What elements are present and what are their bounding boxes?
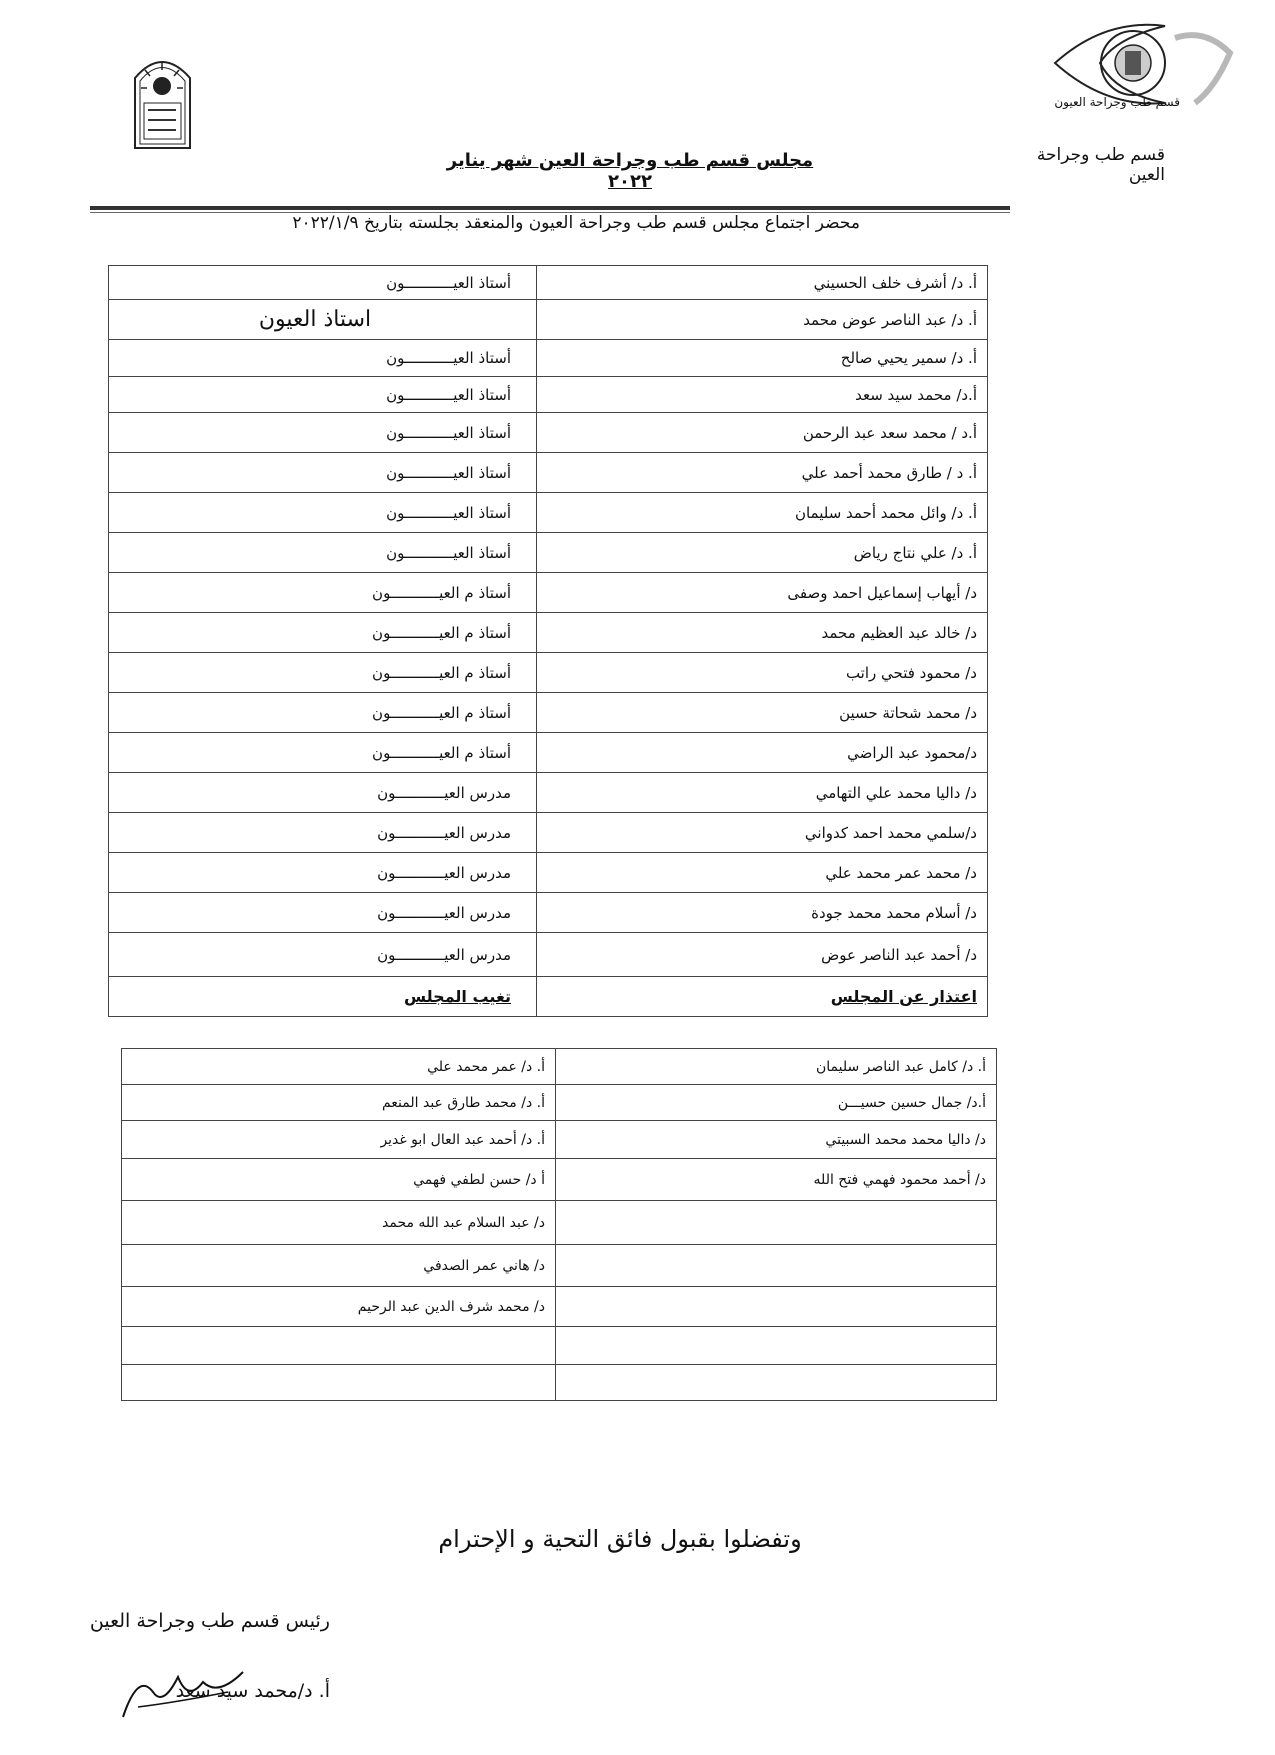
table-row bbox=[122, 1365, 997, 1401]
table-row bbox=[109, 300, 988, 340]
attendee-title: أستاذ م العيـــــــــــون bbox=[109, 733, 537, 773]
absent-name: أ. د/ عمر محمد علي bbox=[122, 1049, 556, 1085]
attendee-name: أ. د/ أشرف خلف الحسيني bbox=[537, 266, 988, 300]
table-row bbox=[109, 853, 988, 893]
absent-name: د/ هاني عمر الصدفي bbox=[122, 1245, 556, 1287]
apology-name bbox=[556, 1327, 997, 1365]
attendee-title: استاذ العيون bbox=[109, 300, 537, 340]
apology-name bbox=[556, 1287, 997, 1327]
attendee-title: أستاذ العيـــــــــــون bbox=[109, 413, 537, 453]
table-row bbox=[109, 693, 988, 733]
attendee-title: أستاذ م العيـــــــــــون bbox=[109, 573, 537, 613]
table-row bbox=[122, 1049, 997, 1085]
attendee-name: د/ أيهاب إسماعيل احمد وصفى bbox=[537, 573, 988, 613]
attendee-name: أ. د/ علي نتاج رياض bbox=[537, 533, 988, 573]
apology-name bbox=[556, 1201, 997, 1245]
attendee-name: د/ محمود فتحي راتب bbox=[537, 653, 988, 693]
absent-name: أ. د/ أحمد عبد العال ابو غدير bbox=[122, 1121, 556, 1159]
attendee-title: مدرس العيـــــــــــون bbox=[109, 893, 537, 933]
table-row bbox=[109, 413, 988, 453]
table-row bbox=[109, 377, 988, 413]
chair-name: أ. د/محمد سيد سعد bbox=[175, 1680, 330, 1702]
table-row bbox=[109, 453, 988, 493]
department-name: قسم طب وجراحة العين bbox=[1036, 145, 1165, 185]
apology-name: أ. د/ كامل عبد الناصر سليمان bbox=[556, 1049, 997, 1085]
attendee-name: أ. د/ عبد الناصر عوض محمد bbox=[537, 300, 988, 340]
table-row bbox=[122, 1287, 997, 1327]
apology-name bbox=[556, 1245, 997, 1287]
table-row bbox=[109, 340, 988, 377]
table-row bbox=[109, 493, 988, 533]
attendee-title: مدرس العيـــــــــــون bbox=[109, 773, 537, 813]
table-row bbox=[109, 893, 988, 933]
apology-name: أ.د/ جمال حسين حسيـــن bbox=[556, 1085, 997, 1121]
absent-name bbox=[122, 1327, 556, 1365]
council-title: مجلس قسم طب وجراحة العين شهر يناير ٢٠٢٢ bbox=[446, 150, 814, 192]
absent-name: أ د/ حسن لطفي فهمي bbox=[122, 1159, 556, 1201]
attendee-title: أستاذ العيـــــــــــون bbox=[109, 453, 537, 493]
apology-name: د/ أحمد محمود فهمي فتح الله bbox=[556, 1159, 997, 1201]
apology-name bbox=[556, 1365, 997, 1401]
table-row bbox=[109, 733, 988, 773]
table-row bbox=[109, 573, 988, 613]
table-row bbox=[109, 653, 988, 693]
attendee-title: أستاذ العيـــــــــــون bbox=[109, 533, 537, 573]
dept-logo-caption: قسم طب وجراحة العيون bbox=[1054, 95, 1180, 109]
apology-name: د/ داليا محمد محمد السبيتي bbox=[556, 1121, 997, 1159]
attendee-name: د/ داليا محمد علي التهامي bbox=[537, 773, 988, 813]
attendee-name: د/محمود عبد الراضي bbox=[537, 733, 988, 773]
minutes-heading: محضر اجتماع مجلس قسم طب وجراحة العيون والمنعقد بجلسته بتاريخ ٢٠٢٢/١/٩ bbox=[292, 213, 860, 233]
attendee-name: د/ أحمد عبد الناصر عوض bbox=[537, 933, 988, 977]
apologies-header-cell bbox=[537, 977, 988, 1017]
table-row bbox=[122, 1159, 997, 1201]
table-row bbox=[109, 813, 988, 853]
closing-remark: وتفضلوا بقبول فائق التحية و الإحترام bbox=[438, 1525, 802, 1553]
table-row bbox=[122, 1085, 997, 1121]
absent-name bbox=[122, 1365, 556, 1401]
attendee-title: أستاذ العيـــــــــــون bbox=[109, 493, 537, 533]
attendee-title: أستاذ م العيـــــــــــون bbox=[109, 653, 537, 693]
table-row bbox=[109, 773, 988, 813]
attendee-title: مدرس العيـــــــــــون bbox=[109, 813, 537, 853]
attendee-name: د/سلمي محمد احمد كدواني bbox=[537, 813, 988, 853]
table-row bbox=[122, 1327, 997, 1365]
absent-header-cell bbox=[109, 977, 537, 1017]
table-row bbox=[122, 1201, 997, 1245]
table-row bbox=[109, 613, 988, 653]
attendance-table bbox=[108, 265, 988, 1017]
attendee-title: أستاذ م العيـــــــــــون bbox=[109, 693, 537, 733]
attendee-name: د/ محمد عمر محمد علي bbox=[537, 853, 988, 893]
attendee-name: د/ خالد عبد العظيم محمد bbox=[537, 613, 988, 653]
attendee-name: أ.د/ محمد سيد سعد bbox=[537, 377, 988, 413]
table-row bbox=[109, 266, 988, 300]
table-row bbox=[122, 1121, 997, 1159]
attendee-title: مدرس العيـــــــــــون bbox=[109, 933, 537, 977]
attendee-name: د/ محمد شحاتة حسين bbox=[537, 693, 988, 733]
university-logo bbox=[130, 48, 195, 153]
apologies-header: اعتذار عن المجلس bbox=[830, 987, 977, 1006]
table-row bbox=[109, 933, 988, 977]
chair-title: رئيس قسم طب وجراحة العين bbox=[89, 1610, 330, 1632]
attendee-title: أستاذ العيـــــــــــون bbox=[109, 266, 537, 300]
absent-header: تغيب المجلس bbox=[404, 987, 511, 1006]
attendee-name: أ. د / طارق محمد أحمد علي bbox=[537, 453, 988, 493]
header-rule bbox=[90, 206, 1010, 210]
absent-name: أ. د/ محمد طارق عبد المنعم bbox=[122, 1085, 556, 1121]
attendee-title: أستاذ العيـــــــــــون bbox=[109, 377, 537, 413]
attendee-title: مدرس العيـــــــــــون bbox=[109, 853, 537, 893]
absence-table bbox=[121, 1048, 997, 1401]
attendee-name: أ.د / محمد سعد عبد الرحمن bbox=[537, 413, 988, 453]
attendee-name: د/ أسلام محمد محمد جودة bbox=[537, 893, 988, 933]
attendee-title: أستاذ العيـــــــــــون bbox=[109, 340, 537, 377]
attendee-name: أ. د/ وائل محمد أحمد سليمان bbox=[537, 493, 988, 533]
table-row bbox=[109, 533, 988, 573]
section-header-row bbox=[109, 977, 988, 1017]
signature bbox=[118, 1662, 248, 1722]
attendee-title: أستاذ م العيـــــــــــون bbox=[109, 613, 537, 653]
absent-name: د/ عبد السلام عبد الله محمد bbox=[122, 1201, 556, 1245]
table-row bbox=[122, 1245, 997, 1287]
attendee-name: أ. د/ سمير يحيي صالح bbox=[537, 340, 988, 377]
absent-name: د/ محمد شرف الدين عبد الرحيم bbox=[122, 1287, 556, 1327]
